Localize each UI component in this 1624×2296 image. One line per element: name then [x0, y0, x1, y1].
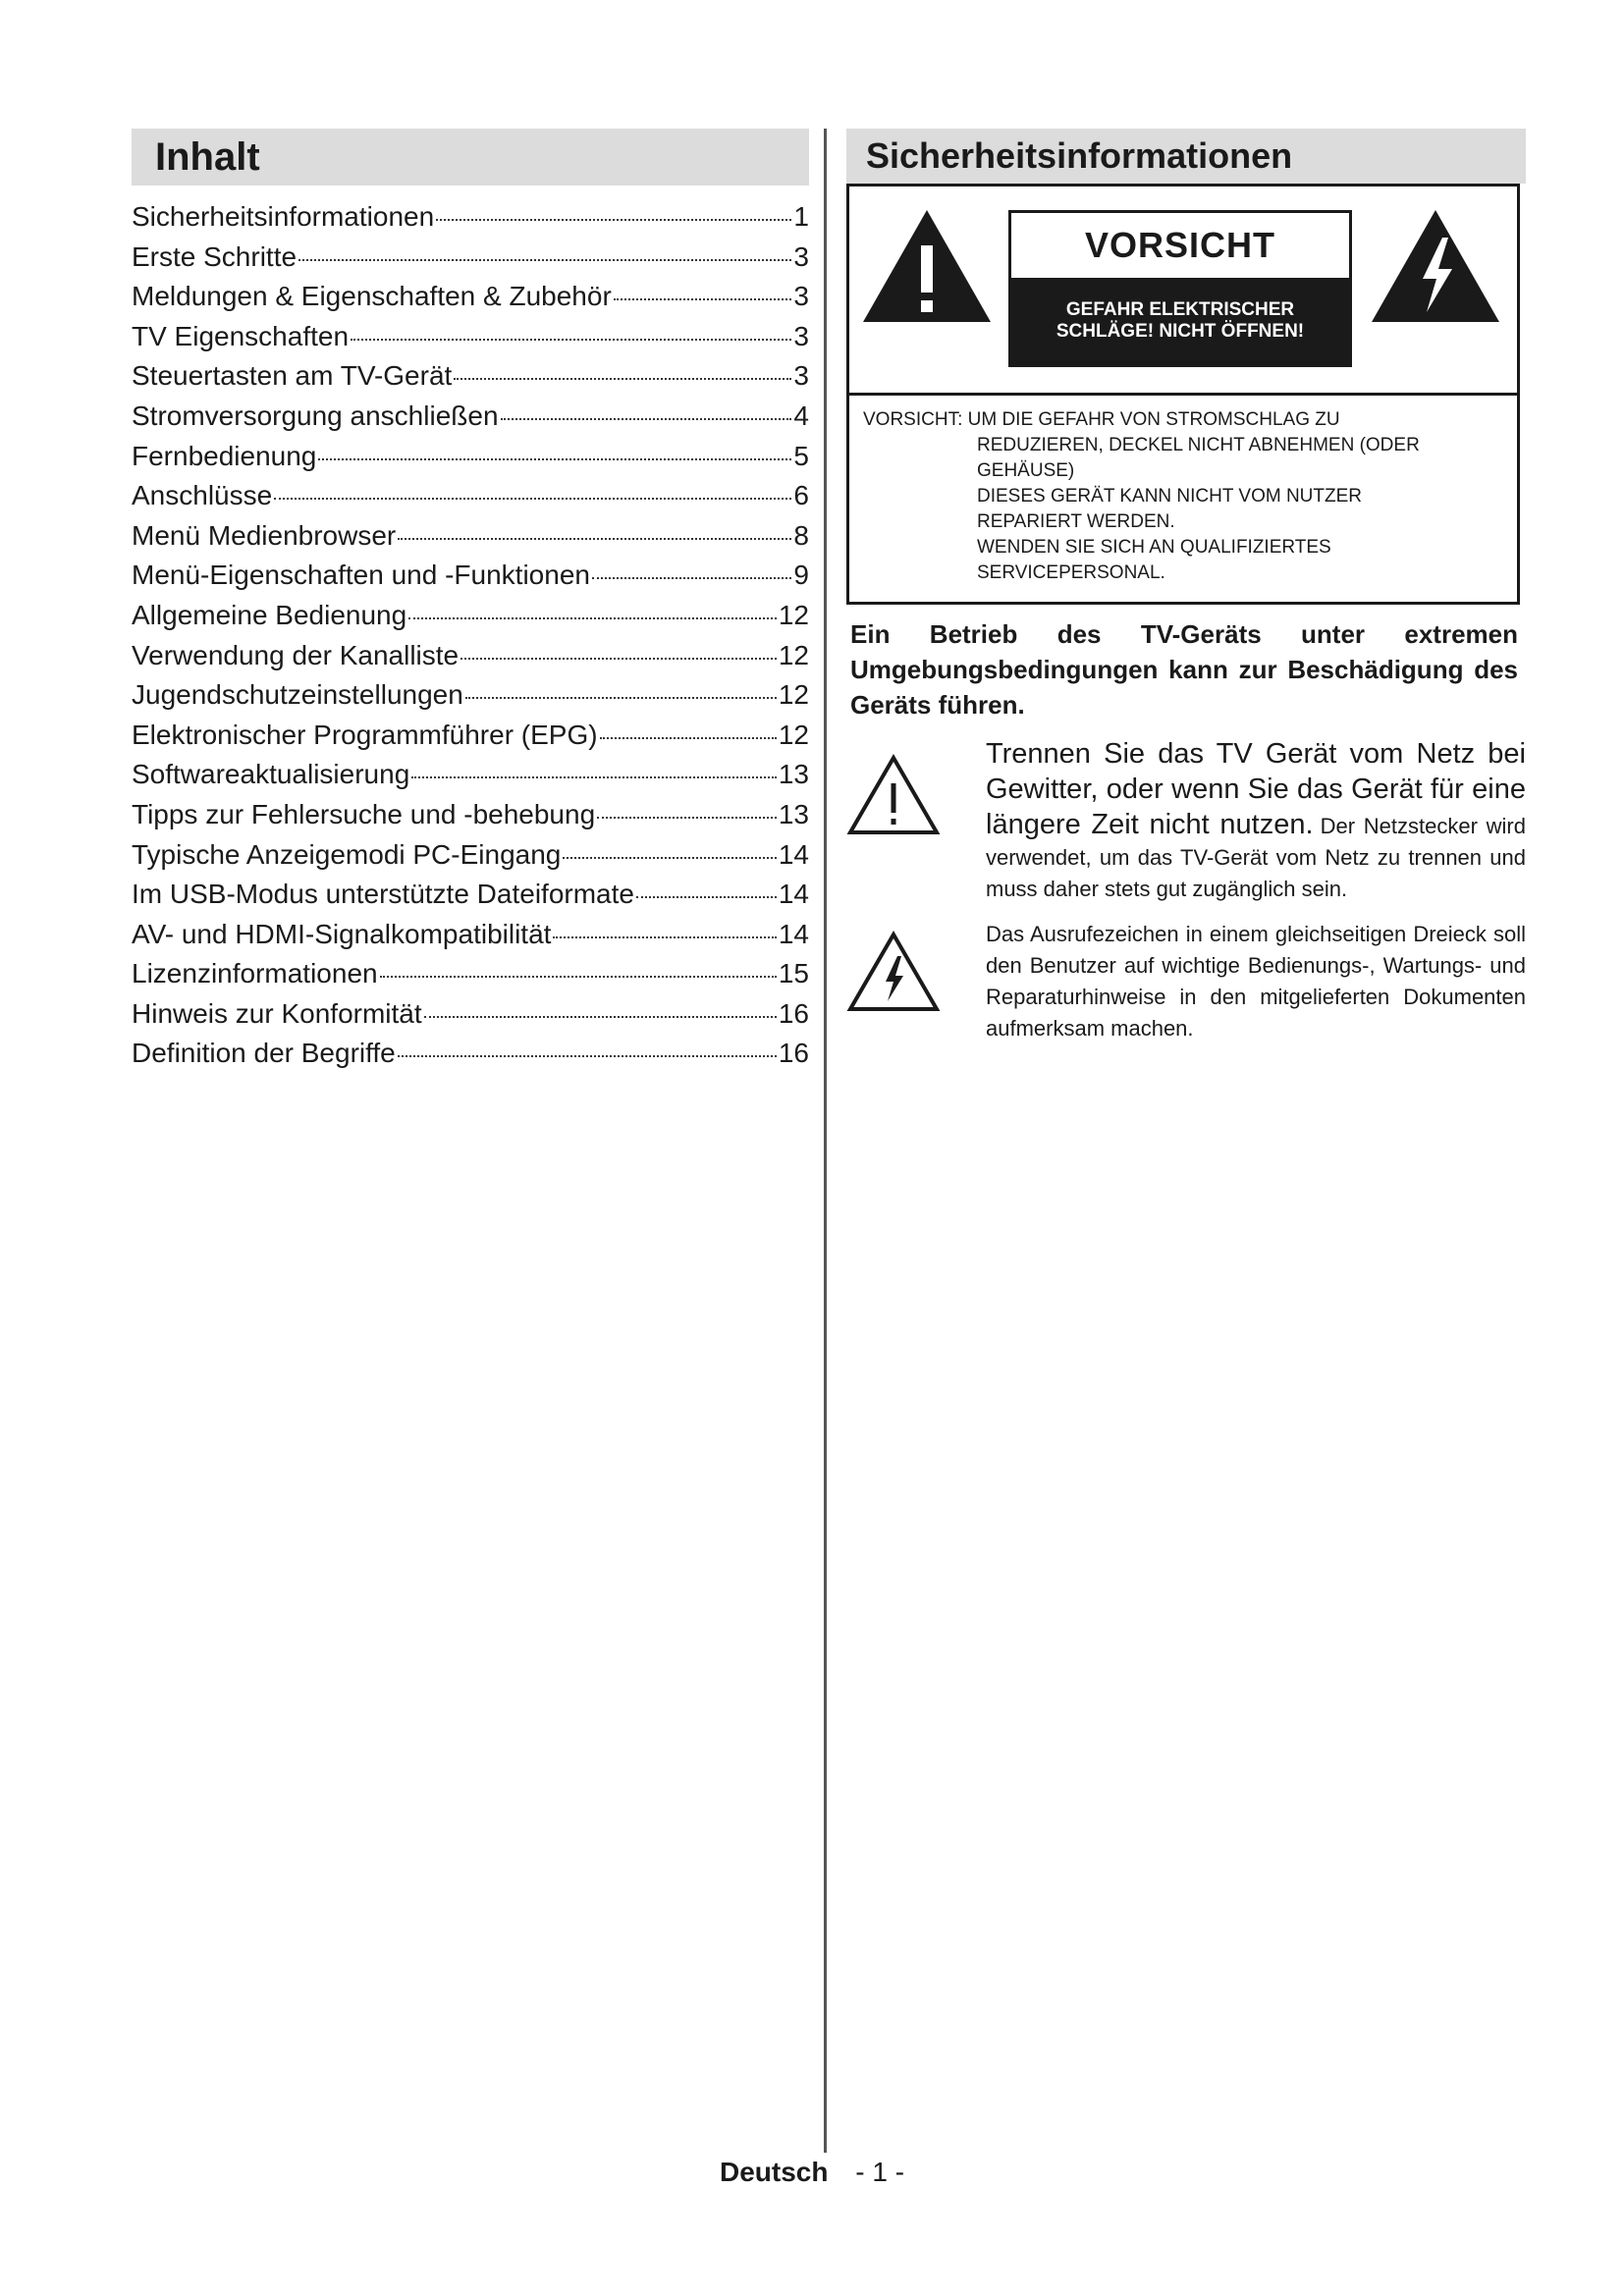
info-exclamation-text — [986, 919, 1526, 1044]
toc-entry-page: 4 — [793, 400, 809, 431]
lightning-triangle-icon — [1370, 208, 1501, 324]
toc-leader — [460, 658, 777, 660]
toc-entry-title: Stromversorgung anschließen — [132, 400, 499, 431]
toc-leader — [465, 697, 777, 699]
toc-entry[interactable] — [132, 321, 809, 361]
toc-entry-page: 14 — [778, 918, 809, 949]
toc-entry[interactable] — [132, 640, 809, 680]
toc-entry[interactable] — [132, 441, 809, 481]
toc-entry-title: Softwareaktualisierung — [132, 759, 410, 790]
toc-entry-title: Jugendschutzeinstellungen — [132, 679, 463, 711]
toc-entry-title: Menü Medienbrowser — [132, 519, 397, 551]
vorsicht-title: VORSICHT — [1084, 225, 1275, 265]
vorsicht-panel — [1008, 210, 1352, 367]
info-disconnect-note: Der Netzstecker wird verwendet, um das TV-Gerät vom Netz zu trennen und muss daher stets gut zugänglich sein. — [986, 814, 1526, 901]
caution-line: SERVICEPERSONAL. — [977, 562, 1165, 583]
footer-language: Deutsch — [719, 2157, 829, 2187]
toc-leader — [636, 896, 777, 898]
toc-entry-page: 16 — [778, 997, 809, 1029]
toc-entry-title: Verwendung der Kanalliste — [132, 639, 460, 670]
toc-entry-page: 3 — [793, 320, 809, 351]
caution-box — [846, 184, 1520, 605]
toc-entry-title: Elektronischer Programmführer (EPG) — [132, 719, 598, 750]
toc-entry-page: 9 — [793, 560, 809, 591]
toc-entry-title: Tipps zur Fehlersuche und -behebung — [132, 798, 596, 829]
toc-entry-title: Meldungen & Eigenschaften & Zubehör — [132, 281, 612, 312]
toc-entry-page: 5 — [793, 440, 809, 471]
toc-entry-title: Fernbedienung — [132, 440, 317, 471]
toc-entry-page: 15 — [778, 958, 809, 989]
toc-leader — [563, 857, 776, 859]
toc-entry[interactable] — [132, 839, 809, 880]
toc-entry[interactable] — [132, 400, 809, 441]
toc-entry-title: AV- und HDMI-Signalkompatibilität — [132, 918, 552, 949]
caution-line: REDUZIEREN, DECKEL NICHT ABNEHMEN (ODER — [977, 435, 1420, 455]
info-disconnect — [846, 736, 1526, 905]
toc-leader — [398, 538, 791, 540]
toc-list — [132, 201, 809, 1078]
toc-entry[interactable] — [132, 679, 809, 720]
toc-entry-title: Typische Anzeigemodi PC-Eingang — [132, 838, 562, 870]
toc-entry[interactable] — [132, 201, 809, 241]
toc-entry-page: 13 — [778, 759, 809, 790]
toc-entry[interactable] — [132, 958, 809, 998]
page-footer — [0, 2157, 1624, 2188]
toc-entry[interactable] — [132, 919, 809, 959]
toc-entry[interactable] — [132, 1038, 809, 1078]
toc-entry-page: 13 — [778, 798, 809, 829]
toc-entry-page: 12 — [778, 639, 809, 670]
toc-leader — [380, 976, 777, 978]
toc-entry[interactable] — [132, 879, 809, 919]
toc-leader — [592, 577, 791, 579]
extreme-conditions-warning: Ein Betrieb des TV-Geräts unter extremen Umgebungsbedingungen kann zur Beschädigung des Geräts führen. — [850, 619, 1518, 720]
toc-entry-page: 14 — [778, 879, 809, 910]
toc-leader — [553, 936, 776, 938]
toc-leader — [424, 1016, 777, 1018]
info-exclamation-body: Das Ausrufezeichen in einem gleichseitigen Dreieck soll den Benutzer auf wichtige Bedienungs-, Wartungs- und Reparaturhinweise in den mitgelieferten Dokumenten aufmerksam machen. — [986, 922, 1526, 1041]
toc-entry[interactable] — [132, 560, 809, 600]
toc-entry-page: 14 — [778, 838, 809, 870]
toc-leader — [597, 817, 777, 819]
lightning-outline-icon — [846, 931, 941, 1013]
vorsicht-subtitle-line: GEFAHR ELEKTRISCHER — [1065, 299, 1295, 320]
info-exclamation-meaning — [846, 919, 1526, 1044]
toc-leader — [411, 776, 777, 778]
vorsicht-subtitle-line: SCHLÄGE! NICHT ÖFFNEN! — [1056, 321, 1305, 342]
caution-line: GEHÄUSE) — [977, 460, 1075, 481]
toc-entry-title: Im USB-Modus unterstützte Dateiformate — [132, 879, 634, 910]
column-divider — [824, 129, 827, 2153]
toc-entry[interactable] — [132, 520, 809, 561]
footer-page-number: - 1 - — [855, 2157, 905, 2187]
toc-entry-page: 8 — [793, 519, 809, 551]
toc-leader — [454, 378, 791, 380]
info-disconnect-main: Trennen Sie das TV Gerät vom Netz bei Gewitter, oder wenn Sie das Gerät für eine längere Zeit nicht nutzen. — [986, 738, 1526, 840]
toc-column — [132, 129, 809, 1078]
toc-entry-title: Sicherheitsinformationen — [132, 201, 435, 232]
toc-entry[interactable] — [132, 799, 809, 839]
toc-entry-page: 3 — [793, 240, 809, 272]
safety-column — [846, 129, 1526, 1044]
toc-entry-title: Steuertasten am TV-Gerät — [132, 360, 453, 392]
toc-entry[interactable] — [132, 480, 809, 520]
caution-line: REPARIERT WERDEN. — [977, 511, 1175, 532]
toc-entry-title: Erste Schritte — [132, 240, 298, 272]
caution-label-area — [849, 187, 1517, 396]
toc-entry-title: Hinweis zur Konformität — [132, 997, 422, 1029]
vorsicht-subtitle — [1011, 278, 1349, 364]
toc-entry[interactable] — [132, 998, 809, 1039]
toc-leader — [351, 339, 791, 341]
toc-entry-title: Menü-Eigenschaften und -Funktionen — [132, 560, 590, 591]
toc-leader — [298, 259, 791, 261]
toc-entry-title: Allgemeine Bedienung — [132, 599, 407, 630]
toc-leader — [436, 219, 791, 221]
toc-leader — [318, 458, 791, 460]
toc-entry[interactable] — [132, 600, 809, 640]
toc-leader — [614, 298, 792, 300]
toc-entry-page: 6 — [793, 480, 809, 511]
toc-leader — [408, 617, 777, 619]
toc-entry[interactable] — [132, 281, 809, 321]
toc-entry[interactable] — [132, 360, 809, 400]
exclamation-triangle-icon — [861, 208, 993, 324]
toc-entry-title: TV Eigenschaften — [132, 320, 350, 351]
info-disconnect-text — [986, 736, 1526, 905]
toc-entry[interactable] — [132, 241, 809, 282]
toc-entry-page: 12 — [778, 719, 809, 750]
toc-entry-page: 1 — [793, 201, 809, 232]
toc-entry-page: 12 — [778, 599, 809, 630]
toc-heading: Inhalt — [132, 129, 809, 186]
caution-text — [849, 396, 1517, 602]
toc-entry-title: Lizenzinformationen — [132, 958, 378, 989]
safety-heading: Sicherheitsinformationen — [846, 129, 1526, 184]
toc-entry-title: Definition der Begriffe — [132, 1038, 396, 1069]
toc-leader — [501, 418, 792, 420]
toc-entry-page: 12 — [778, 679, 809, 711]
toc-leader — [398, 1055, 777, 1057]
toc-leader — [274, 498, 791, 500]
caution-line: VORSICHT: UM DIE GEFAHR VON STROMSCHLAG ZU — [863, 409, 1340, 430]
toc-entry[interactable] — [132, 759, 809, 799]
toc-entry[interactable] — [132, 720, 809, 760]
toc-entry-page: 3 — [793, 281, 809, 312]
exclamation-outline-icon — [846, 754, 941, 836]
caution-line: WENDEN SIE SICH AN QUALIFIZIERTES — [977, 537, 1331, 558]
toc-leader — [600, 737, 777, 739]
caution-line: DIESES GERÄT KANN NICHT VOM NUTZER — [977, 486, 1363, 507]
toc-entry-page: 3 — [793, 360, 809, 392]
toc-entry-page: 16 — [778, 1038, 809, 1069]
toc-entry-title: Anschlüsse — [132, 480, 273, 511]
